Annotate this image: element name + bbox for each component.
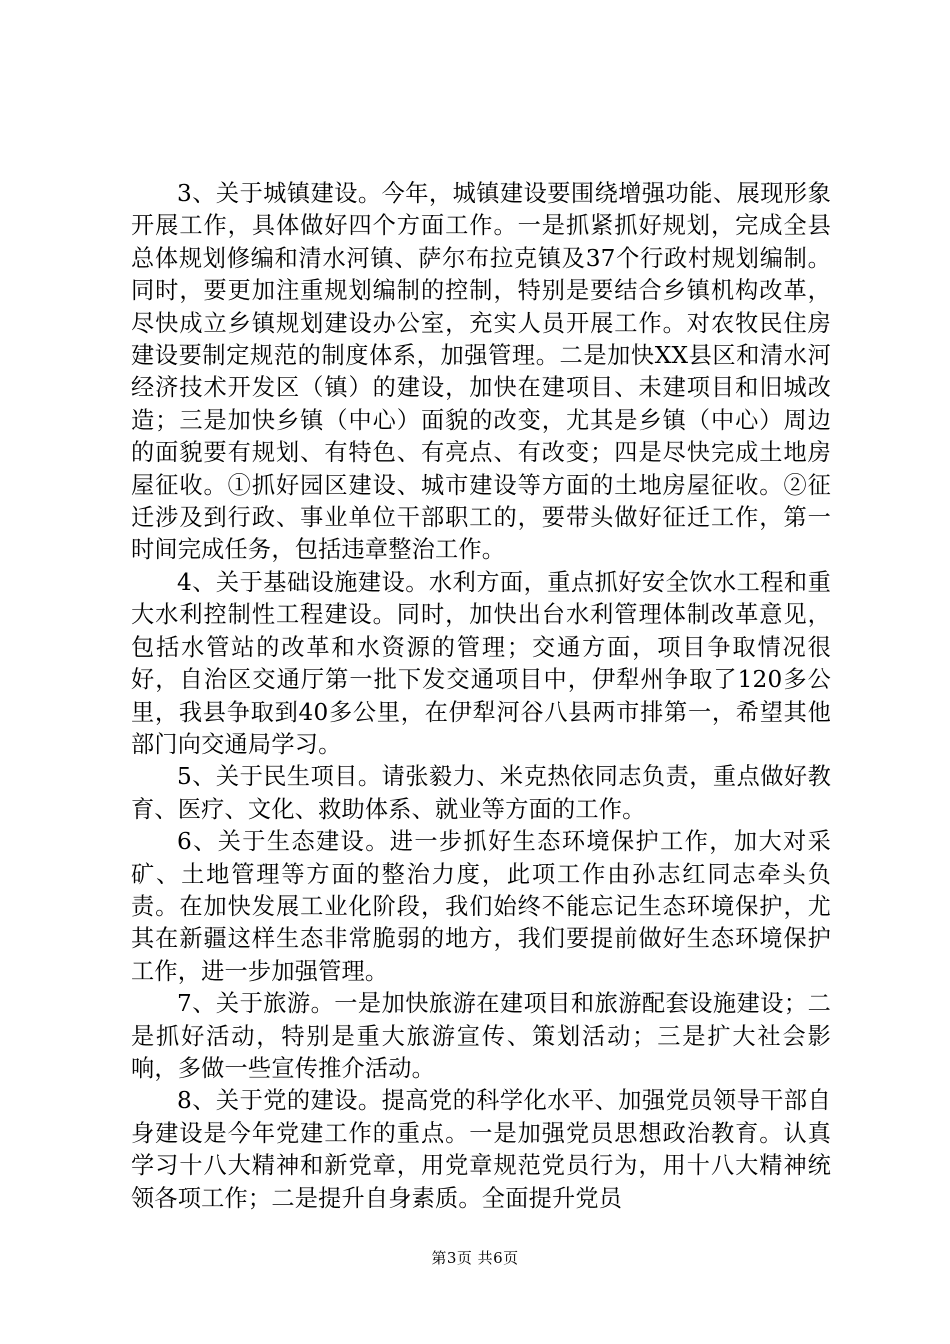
page-footer: 第3页 共6页 [431, 1249, 519, 1267]
paragraph-livelihood-projects: 5、关于民生项目。请张毅力、米克热依同志负责，重点做好教育、医疗、文化、救助体系、就业等方面的工作。 [131, 763, 831, 823]
paragraph-party-building: 8、关于党的建设。提高党的科学化水平、加强党员领导干部自身建设是今年党建工作的重点。一是加强党员思想政治教育。认真学习十八大精神和新党章，用党章规范党员行为，用十八大精神统领各项工作；二是提升自身素质。全面提升党员 [131, 1087, 831, 1212]
paragraph-ecological-construction: 6、关于生态建设。进一步抓好生态环境保护工作，加大对采矿、土地管理等方面的整治力度，此项工作由孙志红同志牵头负责。在加快发展工业化阶段，我们始终不能忘记生态环境保护，尤其在新疆这样生态非常脆弱的地方，我们要提前做好生态环境保护工作，进一步加强管理。 [131, 828, 831, 985]
paragraph-urban-construction: 3、关于城镇建设。今年，城镇建设要围绕增强功能、展现形象开展工作，具体做好四个方面工作。一是抓紧抓好规划，完成全县总体规划修编和清水河镇、萨尔布拉克镇及37个行政村规划编制。同时，要更加注重规划编制的控制，特别是要结合乡镇机构改革，尽快成立乡镇规划建设办公室，充实人员开展工作。对农牧民住房建设要制定规范的制度体系，加强管理。二是加快XX县区和清水河经济技术开发区（镇）的建设，加快在建项目、未建项目和旧城改造；三是加快乡镇（中心）面貌的改变，尤其是乡镇（中心）周边的面貌要有规划、有特色、有亮点、有改变；四是尽快完成土地房屋征收。①抓好园区建设、城市建设等方面的土地房屋征收。②征迁涉及到行政、事业单位干部职工的，要带头做好征迁工作，第一时间完成任务，包括违章整治工作。 [131, 180, 831, 564]
paragraph-tourism: 7、关于旅游。一是加快旅游在建项目和旅游配套设施建设；二是抓好活动，特别是重大旅游宣传、策划活动；三是扩大社会影响，多做一些宣传推介活动。 [131, 990, 831, 1082]
document-body [131, 178, 831, 1215]
paragraph-infrastructure: 4、关于基础设施建设。水利方面，重点抓好安全饮水工程和重大水利控制性工程建设。同时，加快出台水利管理体制改革意见，包括水管站的改革和水资源的管理；交通方面，项目争取情况很好，自治区交通厅第一批下发交通项目中，伊犁州争取了120多公里，我县争取到40多公里，在伊犁河谷八县两市排第一，希望其他部门向交通局学习。 [131, 568, 831, 758]
